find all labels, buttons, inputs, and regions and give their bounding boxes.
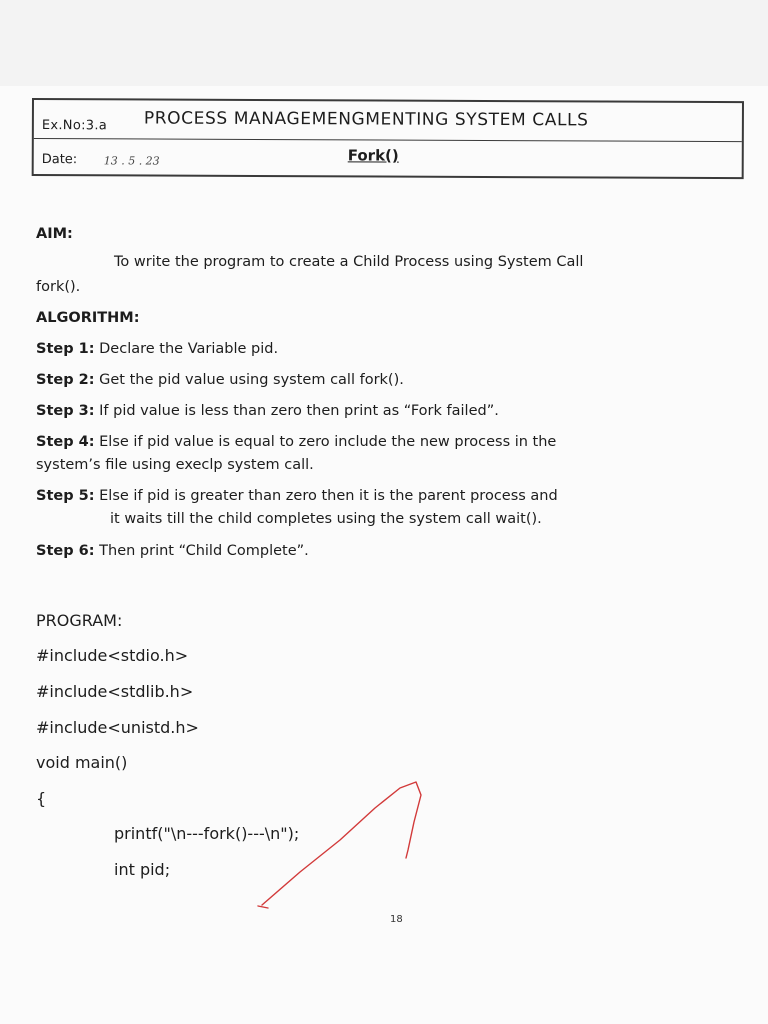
step-label: Step 3: [36, 403, 95, 419]
step-label: Step 1: [36, 341, 95, 357]
aim-line-1: To write the program to create a Child Process using System Call [114, 254, 584, 270]
code-line: #include<stdio.h> [36, 646, 189, 665]
step-label: Step 2: [36, 372, 95, 388]
page-title: PROCESS MANAGEMENGMENTING SYSTEM CALLS [143, 108, 589, 131]
step-label: Step 6: [36, 543, 95, 559]
step-text: Get the pid value using system call fork(). [99, 372, 404, 388]
algorithm-step [36, 369, 716, 392]
code-line: #include<unistd.h> [36, 718, 199, 737]
header-box [32, 98, 744, 179]
code-line: printf("\n---fork()---\n"); [114, 824, 300, 843]
step-text: Declare the Variable pid. [99, 341, 279, 357]
algorithm-step [36, 338, 716, 361]
exercise-number: Ex.No:3.a [41, 118, 108, 134]
step-text: If pid value is less than zero then print as “Fork failed”. [99, 403, 499, 419]
page-number: 18 [390, 914, 403, 925]
algorithm-step [36, 431, 716, 477]
algorithm-step [36, 485, 716, 531]
algorithm-step [36, 400, 716, 423]
subtitle: Fork() [347, 146, 399, 165]
step-text: Then print “Child Complete”. [99, 543, 309, 559]
code-line: int pid; [114, 860, 171, 879]
step-text-continued: it waits till the child completes using the system call wait(). [110, 511, 542, 527]
algorithm-heading: ALGORITHM: [36, 310, 140, 326]
code-line: #include<stdlib.h> [36, 682, 194, 701]
step-text-continued: system’s file using execlp system call. [36, 457, 314, 473]
aim-line-2: fork(). [36, 279, 81, 295]
date-value: 13 . 5 . 23 [103, 154, 160, 168]
code-line: void main() [36, 753, 128, 772]
program-heading: PROGRAM: [36, 611, 123, 630]
header-divider [34, 138, 742, 142]
step-text: Else if pid value is equal to zero include the new process in the [99, 434, 557, 450]
step-label: Step 4: [36, 434, 95, 450]
algorithm-step [36, 540, 716, 563]
step-text: Else if pid is greater than zero then it is the parent process and [99, 488, 558, 504]
code-line: { [36, 789, 47, 808]
aim-heading: AIM: [36, 226, 73, 242]
step-label: Step 5: [36, 488, 95, 504]
date-label: Date: [41, 152, 78, 168]
